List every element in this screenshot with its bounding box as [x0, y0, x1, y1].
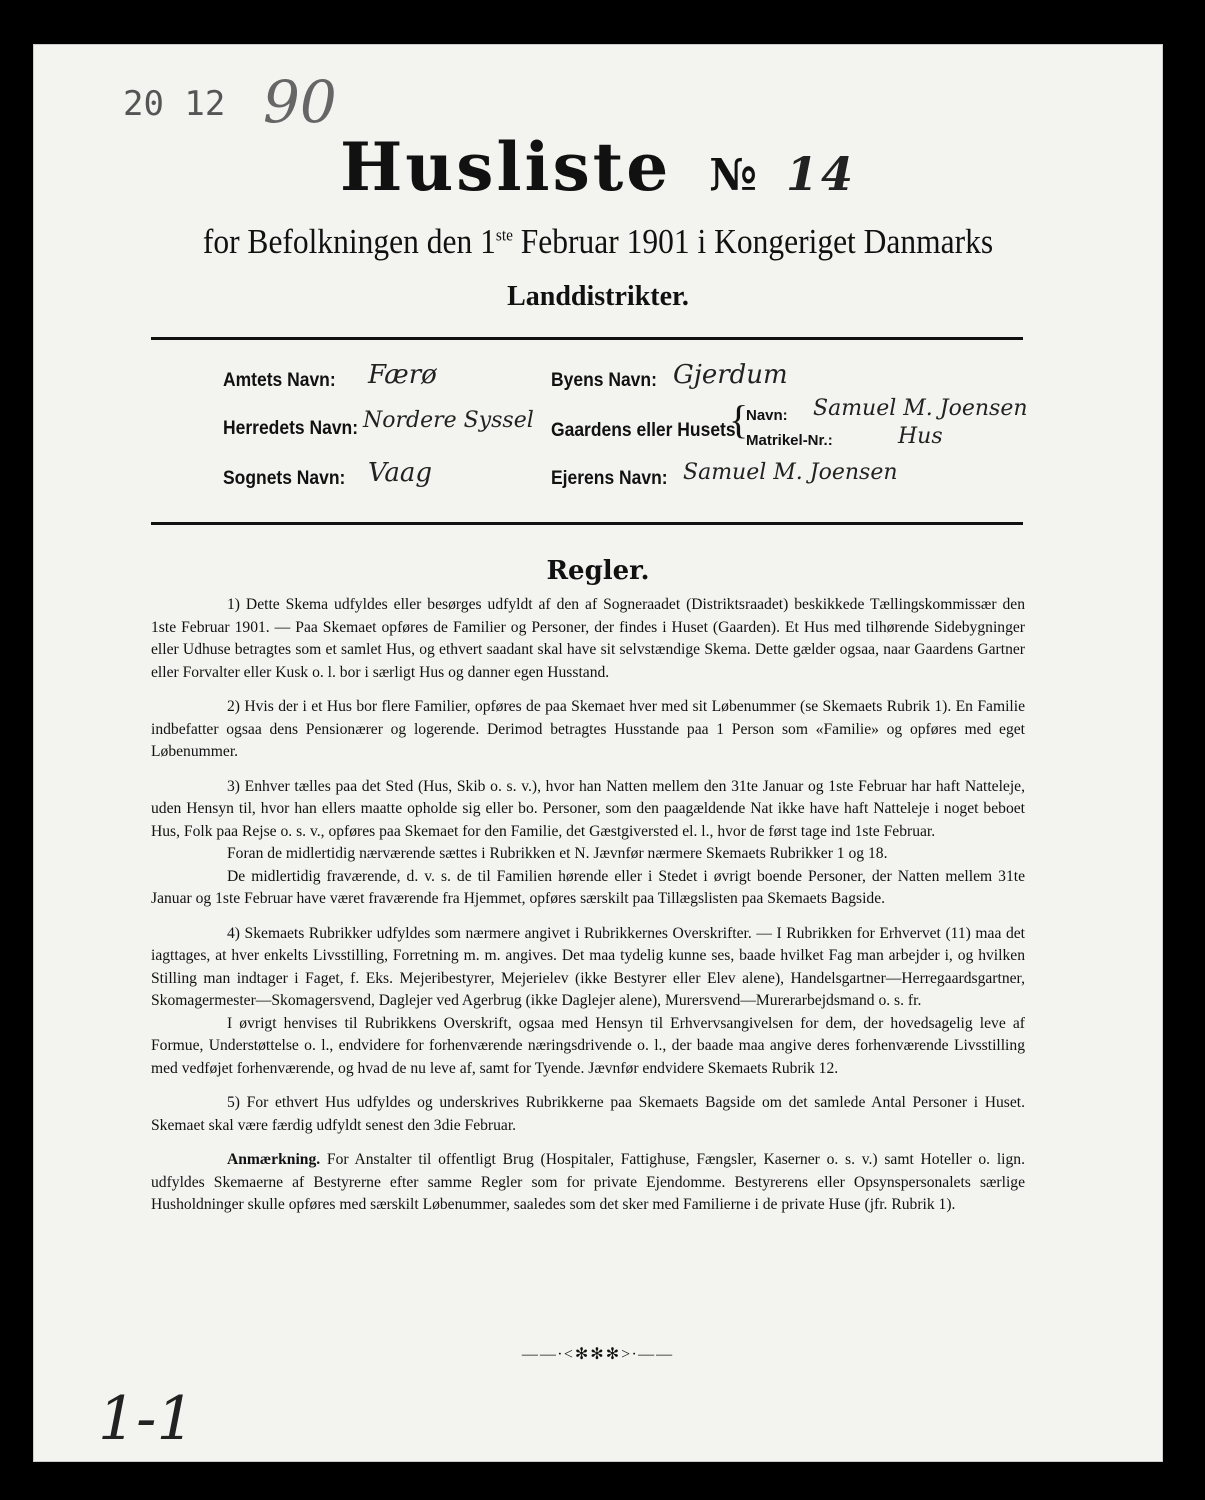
rules-text: [151, 594, 1025, 1217]
amt-label: Amtets Navn:: [223, 370, 336, 391]
rule-2: 2) Hvis der i et Hus bor flere Familier, opføres de paa Skemaet hver med sit Løbenummer (se Skemaets Rubrik 1). En Familie indbefatter ogsaa dens Pensionærer og logerende. Derimod betragtes Husstande paa 1 Person som «Familie» og opføres med eget Løbenummer.: [151, 698, 1025, 760]
rules-heading: Regler.: [546, 556, 650, 586]
herred-label: Herredets Navn:: [223, 418, 359, 439]
herred-value: Nordere Syssel: [363, 408, 534, 433]
census-form-page: [33, 44, 1163, 1462]
rule-1: 1) Dette Skema udfyldes eller besørges udfyldt af den af Sogneraadet (Distriktsraadet) beskikkede Tællingskommissær den 1ste Februar 1901. — Paa Skemaet opføres de Familier og Personer, der findes i Huset (Gaarden). Et Hus med tilhørende Sidebygninger eller Udhuse betragtes som et samlet Hus, og ethvert saadant skal have sit selvstændige Skema. Dette gælder ogsaa, naar Gaardens Gartner eller Forvalter eller Kusk o. l. bor i særligt Hus og danner egen Husstand.: [151, 596, 1025, 681]
title-text: Husliste: [339, 128, 672, 206]
number-label: №: [709, 150, 761, 201]
page-mark: 1-1: [98, 1384, 195, 1454]
rule-5: 5) For ethvert Hus udfyldes og underskrives Rubrikkerne paa Skemaets Bagside om det samlede Antal Personer i Huset. Skemaet skal være færdig udfyldt senest den 3die Februar.: [151, 1094, 1025, 1134]
matrikel-value: Hus: [898, 424, 943, 449]
list-number: 14: [786, 147, 857, 201]
subtitle-start: for Befolkningen den 1: [202, 222, 496, 261]
by-value: Gjerdum: [673, 360, 788, 390]
subtitle: [90, 222, 1107, 262]
matrikel-label: Matrikel-Nr.:: [746, 432, 833, 449]
rule-4-ovrigt: I øvrigt henvises til Rubrikkens Overskrift, ogsaa med Hensyn til Erhvervsangivelsen for dem, der hovedsagelig leve af Formue, Understøttelse o. l., endvidere for forhenværende næringsdrivende o. l., der baade maa angive deres forhenværende Livsstilling med vedføjet forhenværende, og hvad de nu leve af, samt for Tyende. Jævnfør endvidere Skemaets Rubrik 12.: [151, 1014, 1025, 1077]
navn-value: Samuel M. Joensen: [813, 396, 1028, 421]
divider-top: [151, 337, 1023, 340]
note-label: Anmærkning.: [227, 1151, 321, 1168]
ejer-value: Samuel M. Joensen: [683, 460, 898, 485]
sogn-value: Vaag: [368, 458, 433, 488]
ejer-label: Ejerens Navn:: [551, 468, 668, 489]
note-text: For Anstalter til offentligt Brug (Hospitaler, Fattighuse, Fængsler, Kaserner o. s. v.) samt Hoteller o. lign. udfyldes Skemaerne af Bestyrerne efter samme Regler som for private Ejendomme. Bestyrerens eller Opsynspersonalets særlige Husholdninger skulle opføres med særskilt Løbenummer, saaledes som det sker med Familierne i de private Huse (jfr. Rubrik 1).: [151, 1151, 1025, 1213]
rule-3: 3) Enhver tælles paa det Sted (Hus, Skib o. s. v.), hvor han Natten mellem den 31te Januar og 1ste Februar har haft Natteleje, uden Hensyn til, hvor han ellers maatte opholde sig eller bo. Personer, som den paagældende Nat ikke have haft Natteleje i noget beboet Hus, Folk paa Rejse o. s. v., opføres paa Skemaet for den Familie, det Gæstgiversted el. l., hvor de først tage ind 1ste Februar.: [151, 777, 1025, 840]
brace: {: [729, 397, 749, 442]
amt-value: Færø: [368, 360, 437, 390]
pencil-mark-left: 20 12: [123, 84, 226, 124]
navn-label: Navn:: [746, 407, 788, 424]
gaard-label: Gaardens eller Husets: [551, 420, 736, 441]
ornament: ——∙<✻✻✻>∙——: [521, 1346, 675, 1363]
pencil-mark-handwritten: 90: [263, 68, 337, 136]
rule-3-foran: Foran de midlertidig nærværende sættes i Rubrikken et N. Jævnfør nærmere Skemaets Rubrikker 1 og 18.: [227, 845, 888, 862]
note: [151, 1149, 1025, 1217]
subtitle-sup: ste: [495, 225, 513, 245]
page-title: [33, 128, 1163, 206]
sogn-label: Sognets Navn:: [223, 468, 346, 489]
subtitle-end: Februar 1901 i Kongeriget Danmarks: [512, 222, 994, 261]
by-label: Byens Navn:: [551, 370, 657, 391]
divider-bottom: [151, 522, 1023, 525]
rule-4: 4) Skemaets Rubrikker udfyldes som nærmere angivet i Rubrikkernes Overskrifter. — I Rubrikken for Erhvervet (11) maa det iagttages, at hver enkelts Livsstilling, Forretning m. m. angives. Det maa tydelig kunne ses, baade hvilket Fag man arbejder i, og hvilken Stilling man indtager i Faget, f. Eks. Mejeribestyrer, Mejerielev (ikke Bestyrer eller Elev alene), Handelsgartner—Herregaardsgartner, Skomagermester—Skomagersvend, Daglejer ved Agerbrug (ikke Daglejer alene), Murersvend—Murerarbejdsmand o. s. fr.: [151, 924, 1025, 1009]
rule-3-fravaerende: De midlertidig fraværende, d. v. s. de til Familien hørende eller i Stedet i øvrigt boende Personer, der Natten mellem 31te Januar og 1ste Februar have været fraværende fra Hjemmet, opføres særskilt paa Tillægslisten paa Skemaets Bagside.: [151, 867, 1025, 907]
region-heading: Landdistrikter.: [507, 281, 689, 312]
